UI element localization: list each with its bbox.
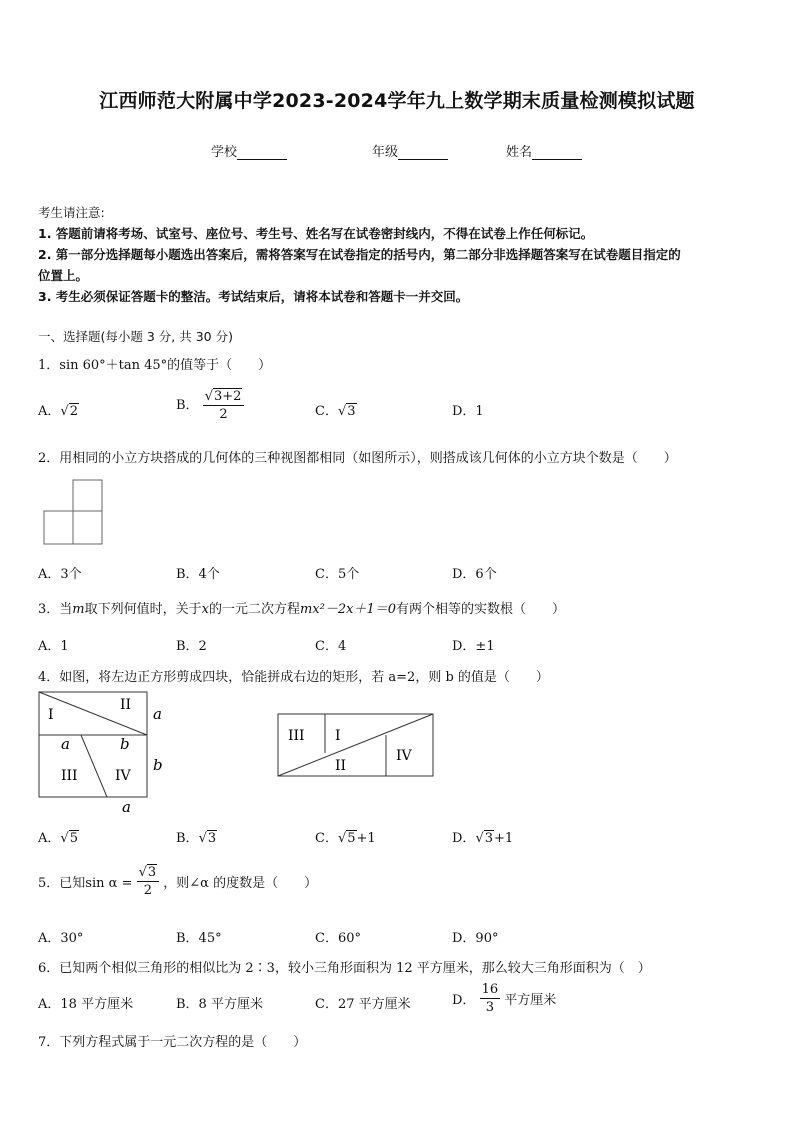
q4-right-diagonal — [278, 714, 433, 776]
q3-option-d[interactable]: D．±1 — [452, 639, 495, 654]
q1-option-b-label: B． — [176, 398, 199, 413]
q4-left-label-III: III — [61, 768, 78, 784]
q7-stem: 7．下列方程式属于一元二次方程的是（ ） — [38, 1035, 307, 1050]
q3-option-c[interactable]: C．4 — [315, 639, 347, 654]
q4-option-c-label: C． — [315, 831, 338, 846]
q2-option-c[interactable]: C．5个 — [315, 567, 360, 582]
q6-option-d-label: D． — [452, 993, 476, 1008]
notice-item-2: 2. 第一部分选择题每小题选出答案后，需将答案写在试卷指定的括号内，第二部分非选择题答案写在试卷题目指定的 — [38, 247, 681, 262]
q1-option-d[interactable]: D．1 — [452, 404, 484, 419]
q5-numerator: 3 — [147, 865, 157, 880]
page-title: 江西师范大附属中学2023-2024学年九上数学期末质量检测模拟试题 — [99, 90, 695, 112]
q1-option-c-radicand: 3 — [347, 404, 356, 419]
notice-item-2-cont: 位置上。 — [38, 268, 89, 283]
school-field[interactable] — [211, 141, 287, 160]
q4-option-a[interactable]: A．√5 — [38, 831, 78, 846]
q6-option-d-denominator: 3 — [485, 1000, 494, 1015]
q4-left-figure — [36, 688, 176, 816]
q1-option-a-radicand: 2 — [69, 404, 78, 419]
q3-stem-part3: 的一元二次方程 — [208, 602, 300, 617]
q6-option-d[interactable] — [452, 983, 556, 1014]
q4-option-b-label: B． — [176, 831, 199, 846]
q2-figure — [43, 479, 105, 547]
q6-option-d-numerator: 16 — [481, 982, 499, 997]
notice-item-1: 1. 答题前请将考场、试室号、座位号、考生号、姓名写在试卷密封线内，不得在试卷上作任何标记。 — [38, 226, 594, 241]
q4-slanted-cut — [81, 735, 107, 797]
q4-right-label-II: II — [335, 758, 347, 774]
q4-left-label-a-inner: a — [61, 735, 70, 753]
school-blank[interactable] — [237, 146, 287, 160]
q4-left-label-a-bottom: a — [122, 798, 131, 816]
q5-stem-part1: 5．已知sin α = — [38, 876, 133, 891]
q3-option-b[interactable]: B．2 — [176, 639, 207, 654]
q4-stem: 4．如图，将左边正方形剪成四块，恰能拼成右边的矩形，若 a=2，则 b 的值是（ ） — [38, 670, 549, 685]
school-label: 学校 — [211, 145, 238, 160]
notice-heading: 考生请注意: — [38, 205, 105, 220]
q4-left-label-a-side: a — [153, 705, 162, 723]
q6-option-c[interactable]: C．27 平方厘米 — [315, 997, 411, 1012]
q1-option-a[interactable]: A．√2 — [38, 404, 78, 419]
q4-option-d-radicand: 3 — [484, 831, 494, 846]
q4-right-label-I: I — [335, 728, 341, 744]
q6-stem: 6．已知两个相似三角形的相似比为 2∶3，较小三角形面积为 12 平方厘米，那么较大三角形面积为（ ） — [38, 961, 651, 976]
q1-option-a-label: A． — [38, 404, 61, 419]
name-blank[interactable] — [532, 146, 582, 160]
q1-option-c-label: C． — [315, 404, 338, 419]
q5-fraction: $\frac{√3}{2}$ — [137, 866, 160, 897]
q2-option-a[interactable]: A．3个 — [38, 567, 82, 582]
name-label: 姓名 — [506, 145, 533, 160]
q6-option-d-tail: 平方厘米 — [504, 993, 557, 1008]
q3-equation: mx²－2x＋1＝0 — [299, 602, 396, 617]
q5-stem-part2: ，则∠α 的度数是（ ） — [163, 876, 318, 891]
q4-left-label-I: I — [48, 707, 54, 723]
q4-option-b-radicand: 3 — [207, 831, 217, 846]
q4-left-label-IV: IV — [115, 768, 131, 784]
q5-option-b[interactable]: B．45° — [176, 931, 222, 946]
q6-option-b[interactable]: B．8 平方厘米 — [176, 997, 263, 1012]
q4-right-figure — [275, 711, 435, 779]
q3-var-x: x — [201, 602, 209, 617]
q1-option-b[interactable] — [176, 390, 244, 421]
q4-option-b[interactable]: B．√3 — [176, 831, 217, 846]
q3-stem-part4: 有两个相等的实数根（ ） — [396, 602, 566, 617]
q4-option-c[interactable]: C．√5+1 — [315, 831, 376, 846]
q4-option-d[interactable]: D．√3+1 — [452, 831, 514, 846]
q2-stem: 2．用相同的小立方块搭成的几何体的三种视图都相同（如图所示），则搭成该几何体的小立方块个数是（ ） — [38, 451, 677, 466]
q4-option-c-radicand: 5 — [347, 831, 356, 846]
q3-stem-part1: 3．当 — [38, 602, 73, 617]
q4-option-d-tail: +1 — [494, 831, 514, 846]
q4-left-label-b-inner: b — [120, 735, 130, 753]
q1-option-b-numerator: 3+2 — [214, 389, 242, 404]
q5-stem — [38, 866, 317, 897]
q4-right-label-IV: IV — [396, 748, 412, 764]
q2-option-b[interactable]: B．4个 — [176, 567, 220, 582]
q1-option-b-fraction: $\frac{√3+2}{2}$ — [203, 390, 245, 421]
q1-option-c[interactable]: C．√3 — [315, 404, 356, 419]
q6-option-d-fraction — [480, 983, 501, 1014]
section-heading: 一、选择题(每小题 3 分, 共 30 分) — [38, 329, 233, 344]
q6-option-a[interactable]: A．18 平方厘米 — [38, 997, 134, 1012]
q3-var-m: m — [72, 602, 85, 617]
q5-option-a[interactable]: A．30° — [38, 931, 84, 946]
q4-option-d-label: D． — [452, 831, 476, 846]
q4-option-a-radicand: 5 — [69, 831, 78, 846]
q4-left-label-b-side: b — [153, 756, 163, 774]
q3-option-a[interactable]: A．1 — [38, 639, 69, 654]
notice-item-3: 3. 考生必须保证答题卡的整洁。考试结束后，请将本试卷和答题卡一并交回。 — [38, 289, 469, 304]
q4-left-label-II: II — [120, 697, 132, 713]
q2-cube-bottom-left — [44, 511, 73, 544]
q5-option-d[interactable]: D．90° — [452, 931, 499, 946]
name-field[interactable] — [506, 141, 582, 160]
q4-option-c-tail: +1 — [356, 831, 376, 846]
grade-blank[interactable] — [398, 146, 448, 160]
q1-stem: 1．sin 60°＋tan 45°的值等于（ ） — [38, 358, 272, 373]
q4-right-label-III: III — [288, 728, 305, 744]
q3-stem-part2: 取下列何值时，关于 — [84, 602, 202, 617]
q3-stem — [38, 598, 565, 617]
grade-label: 年级 — [372, 145, 399, 160]
q5-option-c[interactable]: C．60° — [315, 931, 361, 946]
q2-option-d[interactable]: D．6个 — [452, 567, 497, 582]
grade-field[interactable] — [372, 141, 448, 160]
q2-cube-bottom-right — [73, 511, 102, 544]
q5-denominator: 2 — [143, 883, 152, 898]
q4-option-a-label: A． — [38, 831, 61, 846]
q1-option-b-denominator: 2 — [219, 407, 228, 422]
q2-cube-top — [73, 480, 102, 511]
